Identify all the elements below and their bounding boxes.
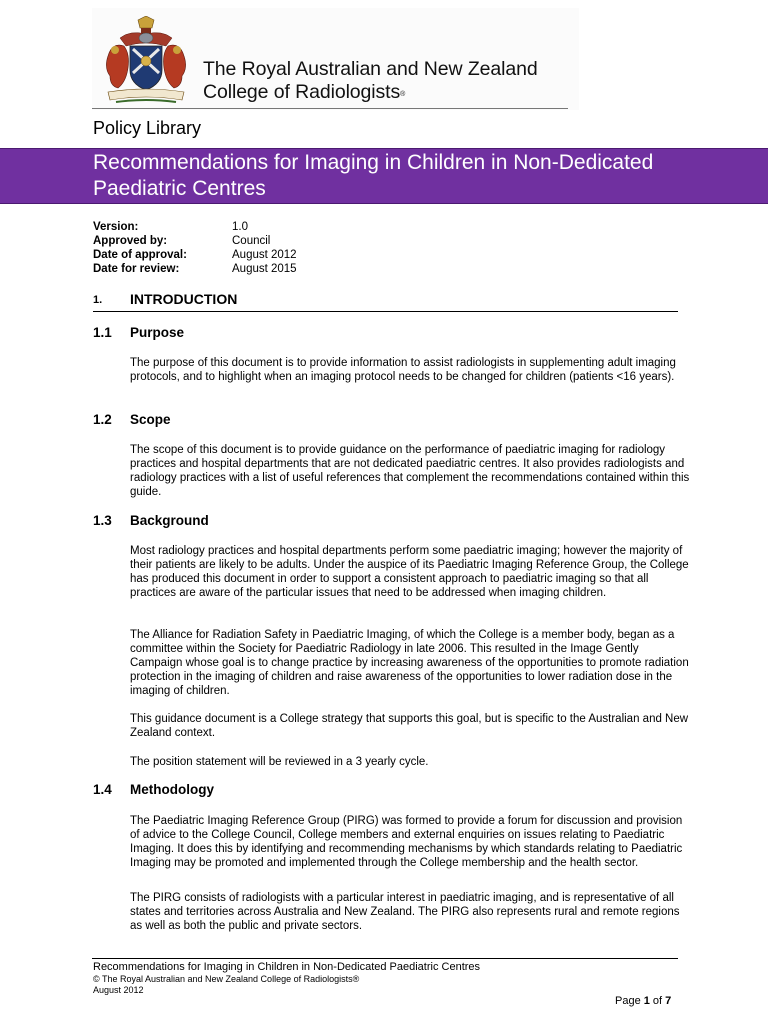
meta-value: August 2012 xyxy=(232,249,297,261)
section-number: 1. xyxy=(93,294,103,306)
meta-key: Approved by: xyxy=(93,235,168,247)
paragraph: The scope of this document is to provide guidance on the performance of paediatric imaging for radiology practices and hospital departments that are not dedicated paediatric centres. It also provides radiologists and radiology practices with a list of useful references that complement the recommendations contained within this guide. xyxy=(130,444,690,498)
meta-value: 1.0 xyxy=(232,221,248,233)
meta-key: Date of approval: xyxy=(93,249,187,261)
footer-copyright: © The Royal Australian and New Zealand College of Radiologists® xyxy=(93,974,360,984)
subsection-number: 1.2 xyxy=(93,412,112,427)
paragraph: The PIRG consists of radiologists with a particular interest in paediatric imaging, and is representative of all states and territories across Australia and New Zealand. The PIRG also represents rural and remote regions as well as both the public and private sectors. xyxy=(130,892,680,932)
subsection-title: Purpose xyxy=(130,325,185,340)
subsection-title: Background xyxy=(130,513,209,528)
subsection-heading-scope xyxy=(93,412,171,427)
subsection-number: 1.1 xyxy=(93,325,112,340)
section-title: INTRODUCTION xyxy=(130,291,238,307)
meta-row-approved-by xyxy=(93,234,297,248)
document-title: Recommendations for Imaging in Children in Non-Dedicated Paediatric Centres xyxy=(93,151,654,200)
footer-divider xyxy=(92,958,678,959)
subsection-number: 1.4 xyxy=(93,782,112,797)
paragraph: The Paediatric Imaging Reference Group (PIRG) was formed to provide a forum for discussion and provision of advice to the College Council, College members and external enquiries on issues relating to Paediatric Imaging. It does this by identifying and recommending mechanisms by which standards relating to Paediatric Imaging may be promoted and implemented through the College membership and the health sector. xyxy=(130,815,683,869)
page-number: Page 1 of 7 xyxy=(615,995,672,1007)
paragraph: This guidance document is a College strategy that supports this goal, but is specific to the Australian and New Zealand context. xyxy=(130,713,689,739)
meta-value: August 2015 xyxy=(232,263,297,275)
meta-key: Version: xyxy=(93,221,139,233)
meta-row-version xyxy=(93,220,297,234)
section-heading xyxy=(93,290,678,312)
college-name xyxy=(203,58,538,104)
subsection-heading-background xyxy=(93,513,209,528)
subsection-title: Methodology xyxy=(130,782,214,797)
college-name-line1: The Royal Australian and New Zealand xyxy=(203,58,538,80)
document-metadata xyxy=(93,220,297,276)
college-name-line2: College of Radiologists® xyxy=(203,81,406,103)
footer-document-title: Recommendations for Imaging in Children in Non-Dedicated Paediatric Centres xyxy=(93,961,481,973)
page-current: 1 xyxy=(643,995,650,1007)
subsection-number: 1.3 xyxy=(93,513,112,528)
meta-row-date-of-approval xyxy=(93,248,297,262)
header-divider xyxy=(92,108,568,109)
title-band-top-rule xyxy=(0,148,768,149)
meta-value: Council xyxy=(232,235,271,247)
registered-mark: ® xyxy=(400,91,406,98)
subsection-heading-purpose xyxy=(93,325,184,340)
meta-key: Date for review: xyxy=(93,263,180,275)
title-band-bottom-rule xyxy=(0,203,768,204)
paragraph: Most radiology practices and hospital departments perform some paediatric imaging; however the majority of their patients are likely to be adults. Under the auspice of its Paediatric Imaging Reference Group, the College has produced this document in order to support a consistent approach to paediatric imaging so that all practices are aware of the particular issues that need to be addressed when imaging children. xyxy=(130,545,689,599)
policy-library-label: Policy Library xyxy=(93,118,202,138)
meta-row-date-for-review xyxy=(93,262,297,276)
paragraph: The purpose of this document is to provide information to assist radiologists in supplementing adult imaging protocols, and to highlight when an imaging protocol needs to be changed for children (patients <16 years). xyxy=(130,357,676,383)
paragraph: The position statement will be reviewed in a 3 yearly cycle. xyxy=(130,756,429,768)
paragraph: The Alliance for Radiation Safety in Paediatric Imaging, of which the College is a member body, began as a committee within the Society for Paediatric Radiology in late 2006. This resulted in the Image Gently Campaign whose goal is to change practice by increasing awareness of the opportunities to promote radiation protection in the imaging of children and raise awareness of the opportunities to lower radiation dose in the imaging of children. xyxy=(130,629,689,697)
college-crest-logo xyxy=(100,16,192,104)
subsection-title: Scope xyxy=(130,412,171,427)
footer-date: August 2012 xyxy=(93,985,144,995)
subsection-heading-methodology xyxy=(93,782,214,797)
page-total: 7 xyxy=(665,995,672,1007)
